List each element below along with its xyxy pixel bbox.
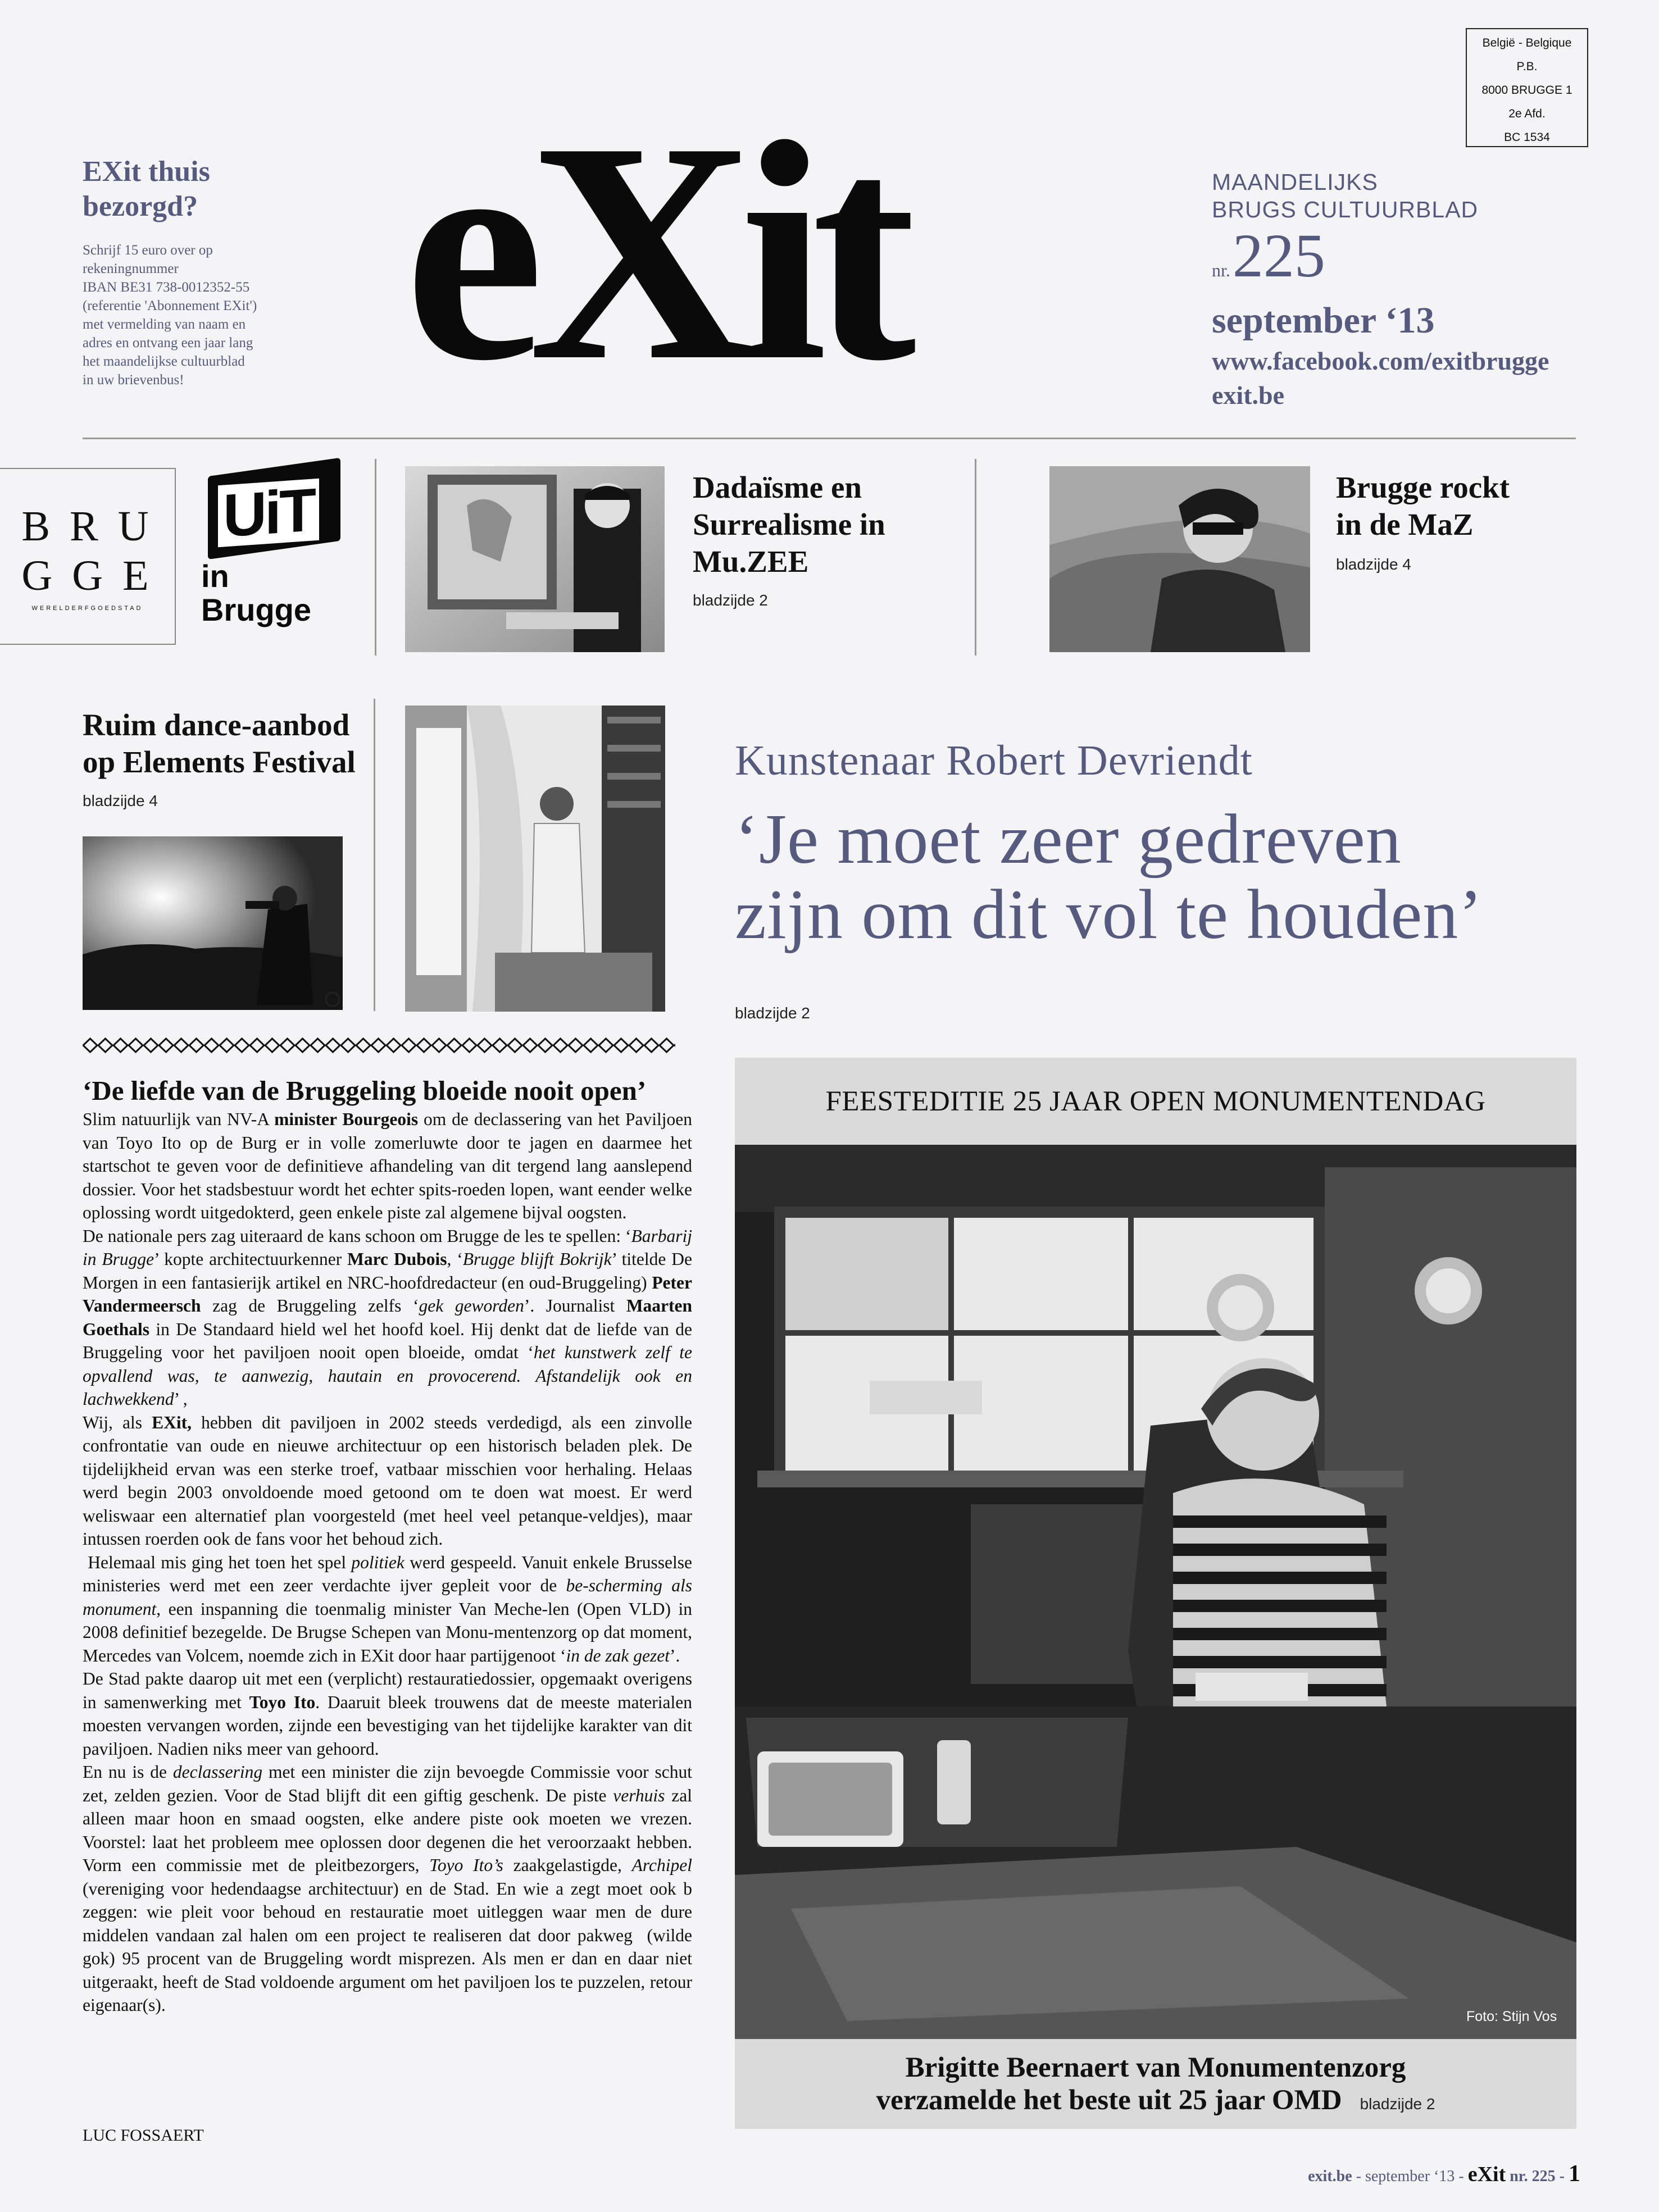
teaser-title xyxy=(693,469,940,580)
dadaism-photo xyxy=(405,466,665,652)
teaser-maz[interactable] xyxy=(1336,469,1594,574)
subscribe-title-line: bezorgd? xyxy=(83,190,198,222)
article-body: Slim natuurlijk van NV-A minister Bourgeois om de declassering van het Paviljoen van Toyo Ito op de Burg er in volle zomerluwte door te jagen en daarmee het startschot te geven voor de definitieve afhandeling van dit tergend lang aanslepend dossier. Voor het stadsbestuur wordt het echter spits-roeden lopen, want eender welke oplossing wordt uitgedokterd, geen enkele piste zal algemene bijval oogsten. De nationale pers zag uiteraard de kans schoon om Brugge de les te spellen: ‘Barbarij in Brugge’ kopte architectuurkenner Marc Dubois, ‘Brugge blijft Bokrijk’ titelde De Morgen in een fantasierijk artikel en NRC-hoofdredacteur (en oud-Bruggeling) Peter Vandermeersch zag de Bruggeling zelfs ‘gek geworden’. Journalist Maarten Goethals in De Standaard hield wel het hoofd koel. Hij denkt dat de liefde van de Bruggeling voor het paviljoen nooit open bloeide, omdat ‘het kunstwerk zelf te opvallend was, te aanwezig, hautain en provocerend. Afstandelijk ook en lachwekkend’ , Wij, als EXit, hebben dit paviljoen in 2002 steeds verdedigd, als een zinvolle confrontatie van oude en nieuwe architectuur op een historisch beladen plek. De tijdelijkheid ervan was een sterke troef, vatbaar misschien voor herhaling. Helaas werd begin 2003 onvoldoende moed getoond om te doen wat moest. Er werd weliswaar een alternatief plan voorgesteld (met heel veel petanque-veldjes), maar intussen roerden ook de fans voor het behoud zich. Helemaal mis ging het toen het spel politiek werd gespeeld. Vanuit enkele Brusselse ministeries werd met een zeer verdachte ijver gepleit voor de be-scherming als monument, een inspanning die toenmalig minister Van Meche-len (Open VLD) in 2008 definitief bezegelde. De Brugse Schepen van Monu-mentenzorg op dat moment, Mercedes van Volcem, noemde zich in EXit door haar partijgenoot ‘in de zak gezet’. De Stad pakte daarop uit met een (verplicht) restauratiedossier, opgemaakt overigens in samenwerking met Toyo Ito. Daaruit bleek trouwens dat de meeste materialen moesten vervangen worden, zijnde een bevestiging van het tijdelijke karakter van dit paviljoen. Nadien niks meer van gehoord. En nu is de declassering met een minister die zijn bevoegde Commissie voor schut zet, zelden gezien. Voor de Stad blijft dit een giftig geschenk. De piste verhuis zal alleen maar hoon en smaad oogsten, elke andere piste ook moeten we vrezen. Voorstel: laat het probleem mee oplossen door degenen die het veroorzaakt hebben. Vorm een commissie met de pleitbezorgers, Toyo Ito’s zaakgelastigde, Archipel (vereniging voor hedendaagse architectuur) en de Stad. En wie a zegt moet ook b zeggen: wie pleit voor behoud en restauratie moet uitleggen waar men de dure middelen vandaan zal halen om een project te realiseren dat door pakweg (wilde gok) 95 procent van de Bruggeling wordt misprezen. Als men er dan en daar niet uitgeraakt, heeft de Stad voldoende argument om het paviljoen los te puzzelen, retour eigenaar(s). xyxy=(83,1109,693,2015)
feature-headline xyxy=(735,802,1611,953)
address-line: 2e Afd. xyxy=(1508,107,1546,120)
omd-caption-box[interactable] xyxy=(735,2039,1576,2129)
teaser-title-line: Ruim dance-aanbod xyxy=(83,708,350,742)
footer-issue: nr. 225 - xyxy=(1506,2168,1569,2185)
omd-photo xyxy=(735,1145,1576,2039)
diamond-divider xyxy=(83,1037,675,1054)
teaser-page-ref: bladzijde 4 xyxy=(83,792,158,809)
subscribe-line: (referentie 'Abonnement EXit') xyxy=(83,298,257,313)
uit-logo xyxy=(201,475,347,627)
omd-caption-row xyxy=(735,2084,1576,2123)
feature-headline-line: ‘Je moet zeer gedreven xyxy=(735,800,1402,879)
teaser-title-line: Brugge rockt xyxy=(1336,470,1510,504)
teaser-title xyxy=(83,707,375,781)
facebook-link[interactable]: www.facebook.com/exitbrugge xyxy=(1212,347,1549,375)
page-footer xyxy=(1308,2163,1580,2188)
omd-caption-line: verzamelde het beste uit 25 jaar OMD xyxy=(876,2084,1342,2116)
teaser-title-line: in de MaZ xyxy=(1336,507,1474,541)
photo-credit: Foto: Stijn Vos xyxy=(1466,2009,1557,2024)
address-line: P.B. xyxy=(1516,60,1538,73)
issue-number: 225 xyxy=(1232,221,1325,290)
teaser-page-ref: bladzijde 4 xyxy=(1336,556,1411,573)
footer-date: - september ‘13 - xyxy=(1352,2168,1468,2185)
column-divider xyxy=(374,699,375,1011)
uit-logo-word: UiT xyxy=(218,479,319,548)
masthead-rule xyxy=(83,438,1576,439)
address-box xyxy=(1466,28,1588,147)
subscribe-title-line: EXit thuis xyxy=(83,156,210,188)
website-link[interactable]: exit.be xyxy=(1212,381,1285,409)
teaser-title-line: Dadaïsme en xyxy=(693,470,862,504)
article-title: ‘De liefde van de Bruggeling bloeide nooit open’ xyxy=(83,1075,647,1106)
page-number: 1 xyxy=(1569,2161,1580,2187)
omd-caption-line: Brigitte Beernaert van Monumentenzorg xyxy=(905,2052,1406,2083)
feature-block[interactable] xyxy=(735,736,1611,953)
footer-logo: eXit xyxy=(1467,2163,1506,2186)
column-divider xyxy=(975,459,976,656)
issue-number-row xyxy=(1212,221,1639,305)
footer-site: exit.be xyxy=(1308,2168,1352,2185)
nr-prefix: nr. xyxy=(1212,260,1230,280)
feature-kicker: Kunstenaar Robert Devriendt xyxy=(735,737,1253,784)
issue-date: september ‘13 xyxy=(1212,300,1435,341)
article-author: LUC FOSSAERT xyxy=(83,2126,204,2145)
tagline-line: MAANDELIJKS xyxy=(1212,169,1378,195)
brugge-logo-sub: WERELDERFGOEDSTAD xyxy=(31,605,143,612)
subscribe-line: in uw brievenbus! xyxy=(83,372,184,388)
teaser-title xyxy=(1336,469,1594,543)
address-line: 8000 BRUGGE 1 xyxy=(1481,84,1572,97)
brugge-logo xyxy=(0,468,176,645)
masthead-info xyxy=(1212,169,1639,413)
brugge-logo-line: G G E xyxy=(21,552,153,599)
maz-photo xyxy=(1049,466,1310,652)
feature-page-ref: bladzijde 2 xyxy=(735,1004,810,1022)
subscribe-line: het maandelijkse cultuurblad xyxy=(83,354,245,369)
teaser-title-line: op Elements Festival xyxy=(83,745,356,779)
brugge-logo-line: B R U xyxy=(21,503,153,550)
teaser-elements[interactable] xyxy=(83,707,375,810)
subscribe-line: rekeningnummer xyxy=(83,261,179,276)
subscribe-line: met vermelding van naam en xyxy=(83,317,246,332)
address-line: BC 1534 xyxy=(1504,131,1550,144)
column-divider xyxy=(375,459,376,656)
subscribe-block xyxy=(83,154,341,389)
tagline-line: BRUGS CULTUURBLAD xyxy=(1212,197,1479,222)
tagline xyxy=(1212,169,1639,224)
teaser-title-line: Surrealisme in xyxy=(693,507,885,541)
omd-banner[interactable] xyxy=(735,1058,1576,1145)
subscribe-line: adres en ontvang een jaar lang xyxy=(83,335,253,351)
subscribe-title xyxy=(83,154,341,224)
subscribe-line: IBAN BE31 738-0012352-55 xyxy=(83,280,250,295)
teaser-title-line: Mu.ZEE xyxy=(693,544,809,579)
teaser-page-ref: bladzijde 2 xyxy=(693,591,768,609)
subscribe-line: Schrijf 15 euro over op xyxy=(83,243,213,258)
subscribe-body xyxy=(83,241,341,389)
festival-photo xyxy=(83,836,343,1010)
feature-headline-line: zijn om dit vol te houden’ xyxy=(735,876,1483,954)
address-line: België - Belgique xyxy=(1482,37,1572,49)
omd-banner-text: FEESTEDITIE 25 JAAR OPEN MONUMENTENDAG xyxy=(825,1085,1486,1117)
devriendt-photo xyxy=(405,706,665,1012)
uit-logo-sub: in Brugge xyxy=(201,558,311,627)
omd-page-ref: bladzijde 2 xyxy=(1360,2095,1435,2113)
masthead-logo: eXit xyxy=(404,78,901,426)
teaser-dadaism[interactable] xyxy=(693,469,940,609)
